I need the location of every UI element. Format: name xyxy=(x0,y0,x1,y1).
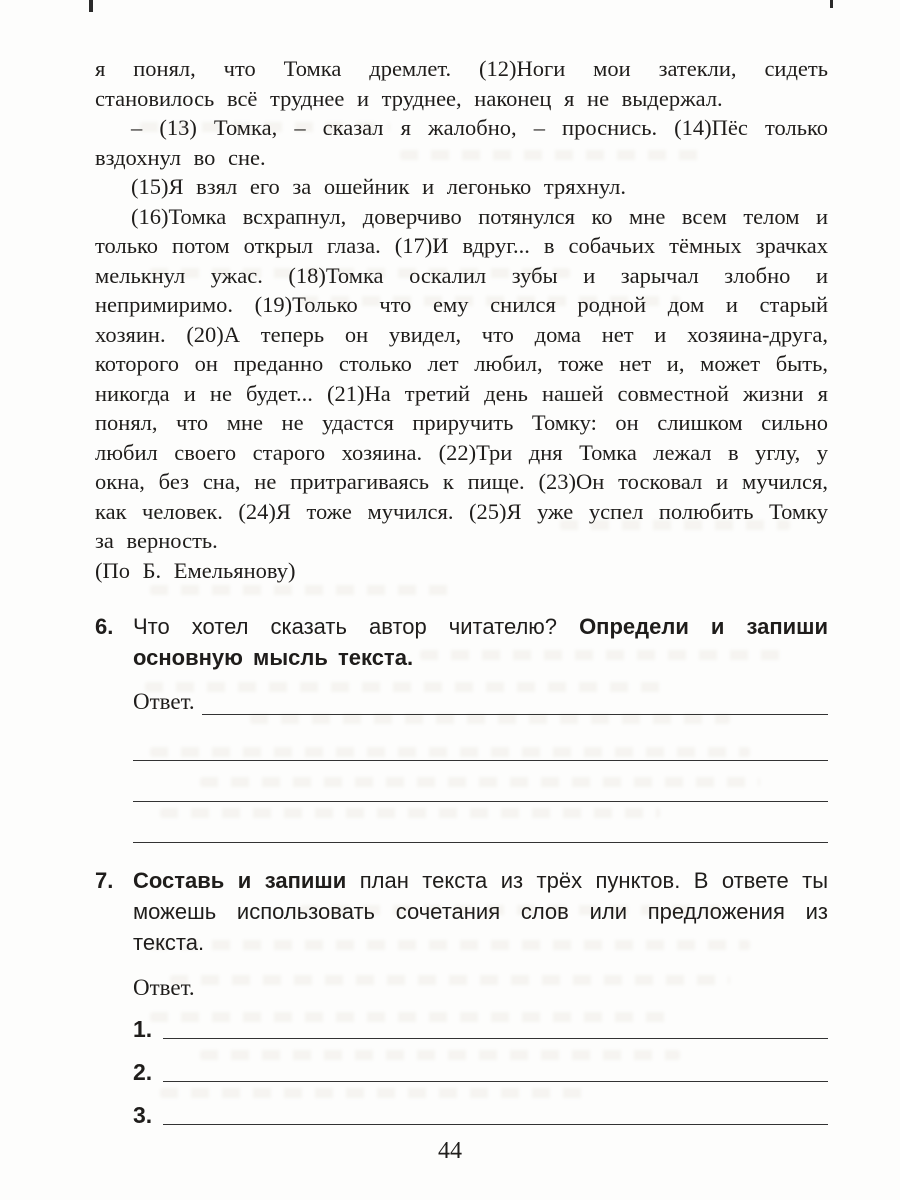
answer-label: Ответ. xyxy=(133,975,195,1000)
answer-line xyxy=(163,1028,828,1039)
answer-line xyxy=(133,720,828,761)
question-6-number: 6. xyxy=(95,614,114,639)
page-content xyxy=(95,54,828,1132)
question-6-text xyxy=(133,611,828,673)
passage-paragraph: (15)Я взял его за ошейник и легонько тряхнул. xyxy=(131,174,626,199)
question-6-text-bold: Определи и запиши основную мысль текста. xyxy=(133,614,828,670)
question-7 xyxy=(95,865,828,1132)
passage-paragraph: – (13) Томка, – сказал я жалобно, – проснись. (14)Пёс только вздохнул во сне. xyxy=(95,115,828,170)
plan-item-row xyxy=(133,1089,828,1132)
answer-line xyxy=(163,1071,828,1082)
question-7-text-bold: Составь и запиши xyxy=(133,868,347,893)
answer-line xyxy=(163,1114,828,1125)
passage-attribution: (По Б. Емельянову) xyxy=(95,557,296,583)
plan-item-number: 2. xyxy=(133,1059,153,1085)
question-6-text-normal: Что хотел сказать автор читателю? xyxy=(133,614,580,639)
question-7-number: 7. xyxy=(95,868,114,893)
scan-artifact xyxy=(89,0,93,12)
plan-item-row xyxy=(133,1003,828,1046)
plan-item-row xyxy=(133,1046,828,1089)
question-6-answer-row xyxy=(133,686,828,720)
answer-line xyxy=(133,802,828,843)
scan-artifact xyxy=(830,0,833,8)
plan-item-number: 3. xyxy=(133,1102,153,1128)
answer-line xyxy=(202,694,828,715)
answer-label: Ответ. xyxy=(133,689,195,714)
plan-item-number: 1. xyxy=(133,1016,153,1042)
passage-paragraph: (16)Томка всхрапнул, доверчиво потянулся ко мне всем телом и только потом открыл глаза. (17)И вдруг... в собачьих тёмных зрачках мелькнул ужас. (18)Томка оскалил зубы и зарычал злобно и непримиримо. (19)Только что ему снился родной дом и старый хозяин. (20)А теперь он увидел, что дома нет и хозяина-друга, которого он преданно столько лет любил, тоже нет и, может быть, никогда и не будет... (21)На третий день нашей совместной жизни я понял, что мне не удастся приручить Томку: он слишком сильно любил своего старого хозяина. (22)Три дня Томка лежал в углу, у окна, без сна, не притрагиваясь к пище. (23)Он тосковал и мучился, как человек. (24)Я тоже мучился. (25)Я уже успел полюбить Томку за верность. xyxy=(95,203,828,553)
passage-paragraph: я понял, что Томка дремлет. (12)Ноги мои затекли, сидеть становилось всё труднее и труднее, наконец я не выдержал. xyxy=(95,56,828,111)
answer-line xyxy=(133,761,828,802)
reading-passage xyxy=(95,54,828,585)
question-7-text-normal: план текста из трёх пунктов. В ответе ты можешь использовать сочетания слов или предложения из текста. xyxy=(133,868,828,955)
question-7-text xyxy=(133,865,828,958)
page-number: 44 xyxy=(438,1138,462,1164)
question-6 xyxy=(95,611,828,843)
